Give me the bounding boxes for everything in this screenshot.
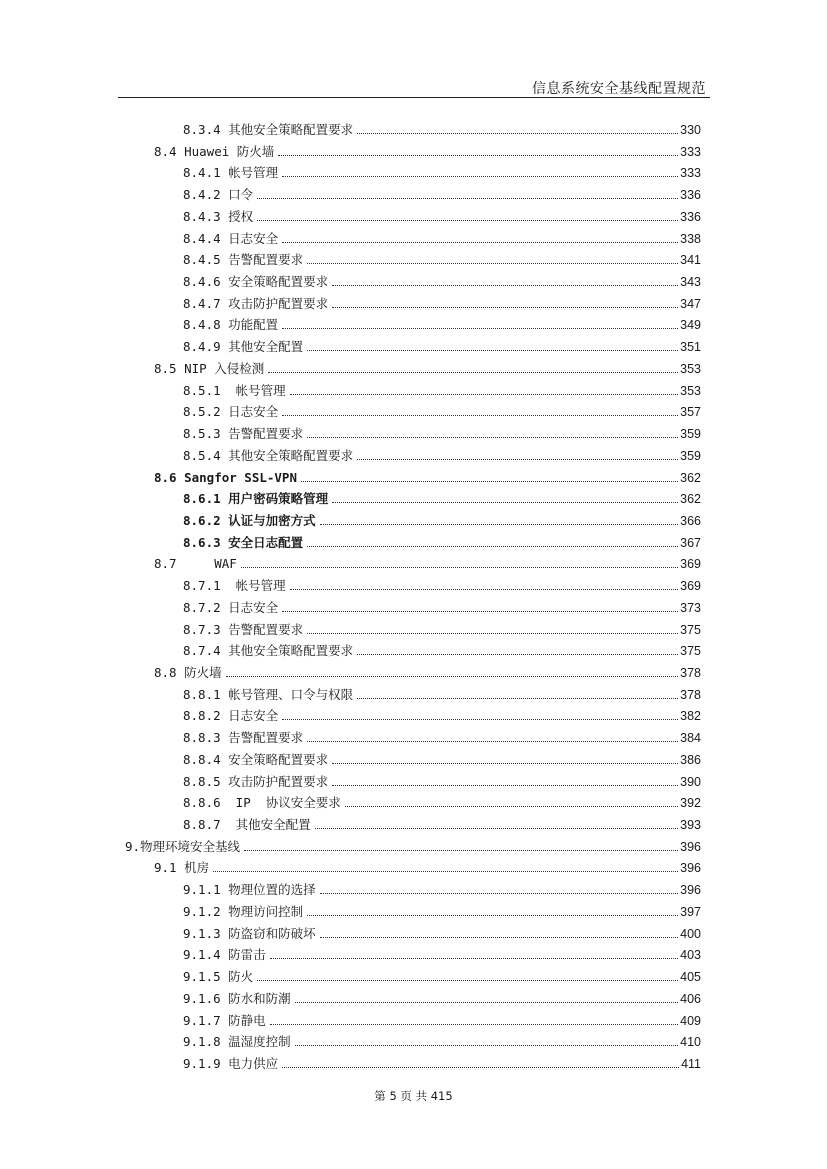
toc-entry-label: 9.1.7 防静电 [183, 1012, 266, 1028]
toc-entry[interactable] [183, 724, 701, 745]
toc-leader-dots [213, 870, 678, 872]
toc-entry-page: 392 [680, 796, 701, 811]
toc-entry-label: 8.7 WAF [154, 556, 237, 572]
toc-entry[interactable] [183, 920, 701, 941]
toc-entry-page: 362 [680, 470, 701, 485]
toc-leader-dots [307, 914, 678, 916]
toc-entry-page: 403 [680, 948, 701, 963]
toc-entry-page: 341 [680, 253, 701, 268]
toc-entry[interactable] [183, 616, 701, 637]
toc-entry-page: 357 [680, 405, 701, 420]
toc-entry-label: 8.8.7 其他安全配置 [183, 817, 311, 833]
toc-entry[interactable] [183, 181, 701, 202]
toc-leader-dots [332, 284, 678, 286]
toc-entry-page: 410 [680, 1035, 701, 1050]
toc-leader-dots [357, 653, 678, 655]
toc-leader-dots [307, 436, 678, 438]
toc-leader-dots [332, 762, 678, 764]
toc-leader-dots [241, 566, 678, 568]
toc-entry[interactable] [183, 290, 701, 311]
toc-entry-page: 353 [680, 361, 701, 376]
toc-entry-label: 8.8.5 攻击防护配置要求 [183, 773, 329, 789]
toc-entry-label: 8.4.4 日志安全 [183, 230, 279, 246]
toc-leader-dots [332, 501, 678, 503]
toc-entry-label: 8.6.2 认证与加密方式 [183, 512, 316, 528]
toc-entry-label: 8.4 Huawei 防火墙 [154, 143, 275, 159]
toc-entry-page: 359 [680, 427, 701, 442]
toc-entry[interactable] [183, 1028, 701, 1049]
toc-leader-dots [257, 219, 678, 221]
toc-entry-label: 8.4.6 安全策略配置要求 [183, 274, 329, 290]
toc-entry-label: 8.6.1 用户密码策略管理 [183, 491, 329, 507]
toc-entry-page: 405 [680, 970, 701, 985]
toc-entry[interactable] [183, 702, 701, 723]
toc-leader-dots [257, 197, 678, 199]
toc-entry-page: 366 [680, 513, 701, 528]
toc-leader-dots [307, 632, 678, 634]
toc-entry[interactable] [154, 355, 701, 376]
toc-leader-dots [282, 241, 678, 243]
toc-entry-page: 369 [680, 579, 701, 594]
toc-entry-page: 375 [680, 644, 701, 659]
toc-entry-page: 343 [680, 275, 701, 290]
toc-leader-dots [357, 132, 678, 134]
toc-entry-page: 390 [680, 774, 701, 789]
toc-entry-label: 8.5.3 告警配置要求 [183, 426, 304, 442]
toc-entry-page: 359 [680, 448, 701, 463]
toc-leader-dots [282, 718, 678, 720]
toc-entry-page: 330 [680, 123, 701, 137]
toc-leader-dots [290, 393, 678, 395]
toc-entry-page: 396 [680, 883, 701, 898]
toc-leader-dots [307, 262, 678, 264]
toc-leader-dots [320, 892, 678, 894]
toc-entry[interactable] [183, 746, 701, 767]
toc-leader-dots [315, 827, 678, 829]
toc-entry-label: 9.1.6 防水和防潮 [183, 990, 291, 1006]
toc-entry[interactable] [183, 594, 701, 615]
toc-entry[interactable] [183, 898, 701, 919]
toc-leader-dots [307, 545, 678, 547]
toc-leader-dots [307, 740, 678, 742]
document-header-title: 信息系统安全基线配置规范 [532, 81, 706, 97]
toc-entry-page: 336 [680, 188, 701, 203]
toc-entry-page: 378 [680, 687, 701, 702]
toc-leader-dots [226, 675, 679, 677]
toc-entry-label: 8.8.1 帐号管理、口令与权限 [183, 686, 354, 702]
toc-entry[interactable] [183, 637, 701, 658]
toc-entry[interactable] [154, 464, 701, 485]
toc-entry[interactable] [183, 116, 701, 137]
toc-entry-page: 384 [680, 731, 701, 746]
toc-leader-dots [307, 349, 678, 351]
page-footer: 第 5 页 共 415 [374, 1089, 453, 1103]
toc-entry-page: 378 [680, 666, 701, 680]
toc-entry-label: 8.7.4 其他安全策略配置要求 [183, 643, 354, 659]
toc-entry-page: 386 [680, 752, 701, 767]
toc-entry-label: 9.1.1 物理位置的选择 [183, 882, 316, 898]
toc-entry-page: 382 [680, 709, 701, 724]
toc-entry-label: 8.3.4 其他安全策略配置要求 [183, 122, 354, 137]
toc-entry-label: 8.8.6 IP 协议安全要求 [183, 795, 341, 811]
toc-entry-label: 8.7.2 日志安全 [183, 599, 279, 615]
toc-entry-page: 351 [680, 340, 701, 355]
toc-entry-label: 8.5 NIP 入侵检测 [154, 360, 265, 376]
toc-entry[interactable] [183, 985, 701, 1006]
toc-entry[interactable] [183, 268, 701, 289]
toc-entry[interactable] [183, 1050, 701, 1071]
toc-entry[interactable] [154, 138, 701, 159]
toc-entry-label: 8.7.3 告警配置要求 [183, 621, 304, 637]
toc-entry[interactable] [154, 550, 701, 571]
toc-entry[interactable] [183, 159, 701, 180]
toc-leader-dots [357, 458, 678, 460]
toc-entry-label: 8.5.1 帐号管理 [183, 382, 286, 398]
toc-entry-page: 409 [680, 1013, 701, 1028]
toc-entry-label: 9.1.9 电力供应 [183, 1055, 279, 1071]
toc-entry[interactable] [183, 1007, 701, 1028]
toc-entry[interactable] [183, 507, 701, 528]
toc-entry[interactable] [183, 311, 701, 332]
toc-leader-dots [345, 805, 678, 807]
toc-leader-dots [295, 1044, 678, 1046]
toc-entry-label: 9.1.4 防雷击 [183, 947, 266, 963]
toc-leader-dots [282, 414, 678, 416]
toc-leader-dots [332, 784, 678, 786]
toc-entry[interactable] [183, 398, 701, 419]
toc-entry[interactable] [125, 833, 701, 854]
toc-entry-label: 8.4.8 功能配置 [183, 317, 279, 333]
toc-entry[interactable] [183, 485, 701, 506]
toc-entry[interactable] [183, 529, 701, 550]
toc-entry-label: 8.5.4 其他安全策略配置要求 [183, 447, 354, 463]
toc-entry-label: 8.8.4 安全策略配置要求 [183, 751, 329, 767]
header-divider [118, 97, 710, 98]
toc-entry-label: 8.8.2 日志安全 [183, 708, 279, 724]
toc-leader-dots [282, 327, 678, 329]
toc-entry-page: 396 [680, 861, 701, 876]
toc-entry-page: 393 [680, 818, 701, 833]
toc-entry-page: 369 [680, 557, 701, 572]
toc-entry-label: 8.4.2 口令 [183, 187, 254, 203]
toc-entry-page: 406 [680, 991, 701, 1006]
toc-entry[interactable] [183, 876, 701, 897]
toc-entry[interactable] [183, 963, 701, 984]
toc-entry-page: 349 [680, 318, 701, 333]
toc-entry-page: 396 [680, 839, 701, 854]
toc-leader-dots [244, 849, 678, 851]
toc-leader-dots [290, 588, 678, 590]
toc-entry[interactable] [183, 941, 701, 962]
toc-entry[interactable] [183, 246, 701, 267]
toc-entry-label: 8.8.3 告警配置要求 [183, 730, 304, 746]
toc-leader-dots [357, 697, 678, 699]
toc-entry-page: 375 [680, 622, 701, 637]
toc-entry-page: 397 [680, 904, 701, 919]
toc-entry-page: 400 [680, 926, 701, 941]
toc-leader-dots [278, 154, 678, 156]
toc-entry[interactable] [183, 789, 701, 810]
toc-entry-label: 8.4.7 攻击防护配置要求 [183, 295, 329, 311]
toc-entry[interactable] [183, 811, 701, 832]
toc-leader-dots [282, 175, 678, 177]
toc-entry-page: 373 [680, 600, 701, 615]
toc-leader-dots [282, 610, 678, 612]
toc-leader-dots [268, 371, 678, 373]
toc-leader-dots [282, 1066, 679, 1068]
toc-entry-page: 333 [680, 166, 701, 181]
toc-leader-dots [295, 1001, 678, 1003]
toc-entry-page: 338 [680, 231, 701, 246]
toc-leader-dots [320, 936, 678, 938]
toc-entry-label: 8.4.3 授权 [183, 208, 254, 224]
toc-entry-page: 353 [680, 383, 701, 398]
toc-entry[interactable] [183, 225, 701, 246]
toc-entry-label: 8.7.1 帐号管理 [183, 578, 286, 594]
toc-entry-label: 8.6.3 安全日志配置 [183, 534, 304, 550]
toc-entry[interactable] [183, 203, 701, 224]
toc-entry-page: 367 [680, 535, 701, 550]
toc-entry[interactable] [183, 442, 701, 463]
toc-entry-page: 333 [680, 144, 701, 159]
toc-leader-dots [270, 957, 678, 959]
toc-leader-dots [257, 979, 678, 981]
toc-leader-dots [320, 523, 678, 525]
toc-entry-label: 9.1.8 温湿度控制 [183, 1034, 291, 1050]
toc-entry-label: 9.1 机房 [154, 860, 210, 876]
toc-entry[interactable] [183, 333, 701, 354]
toc-entry-label: 8.4.5 告警配置要求 [183, 252, 304, 268]
toc-entry-page: 336 [680, 209, 701, 224]
toc-entry-label: 8.6 Sangfor SSL-VPN [154, 469, 297, 485]
toc-entry[interactable] [154, 659, 701, 680]
toc-entry[interactable] [183, 377, 701, 398]
toc-entry-label: 8.8 防火墙 [154, 665, 222, 680]
toc-entry-label: 8.5.2 日志安全 [183, 404, 279, 420]
toc-entry-label: 9.1.3 防盗窃和防破坏 [183, 925, 316, 941]
toc-entry-label: 9.物理环境安全基线 [125, 838, 241, 854]
toc-entry-label: 8.4.1 帐号管理 [183, 165, 279, 181]
toc-leader-dots [270, 1023, 678, 1025]
toc-entry-label: 9.1.2 物理访问控制 [183, 903, 304, 919]
toc-entry[interactable] [183, 681, 701, 702]
toc-entry-page: 347 [680, 296, 701, 311]
toc-entry[interactable] [183, 420, 701, 441]
toc-entry-label: 9.1.5 防火 [183, 969, 254, 985]
toc-leader-dots [301, 480, 678, 482]
toc-leader-dots [332, 306, 678, 308]
toc-entry[interactable] [154, 854, 701, 875]
toc-entry-page: 362 [680, 492, 701, 507]
toc-entry[interactable] [183, 768, 701, 789]
toc-entry[interactable] [183, 572, 701, 593]
toc-entry-label: 8.4.9 其他安全配置 [183, 339, 304, 355]
toc-entry-page: 411 [681, 1056, 701, 1071]
